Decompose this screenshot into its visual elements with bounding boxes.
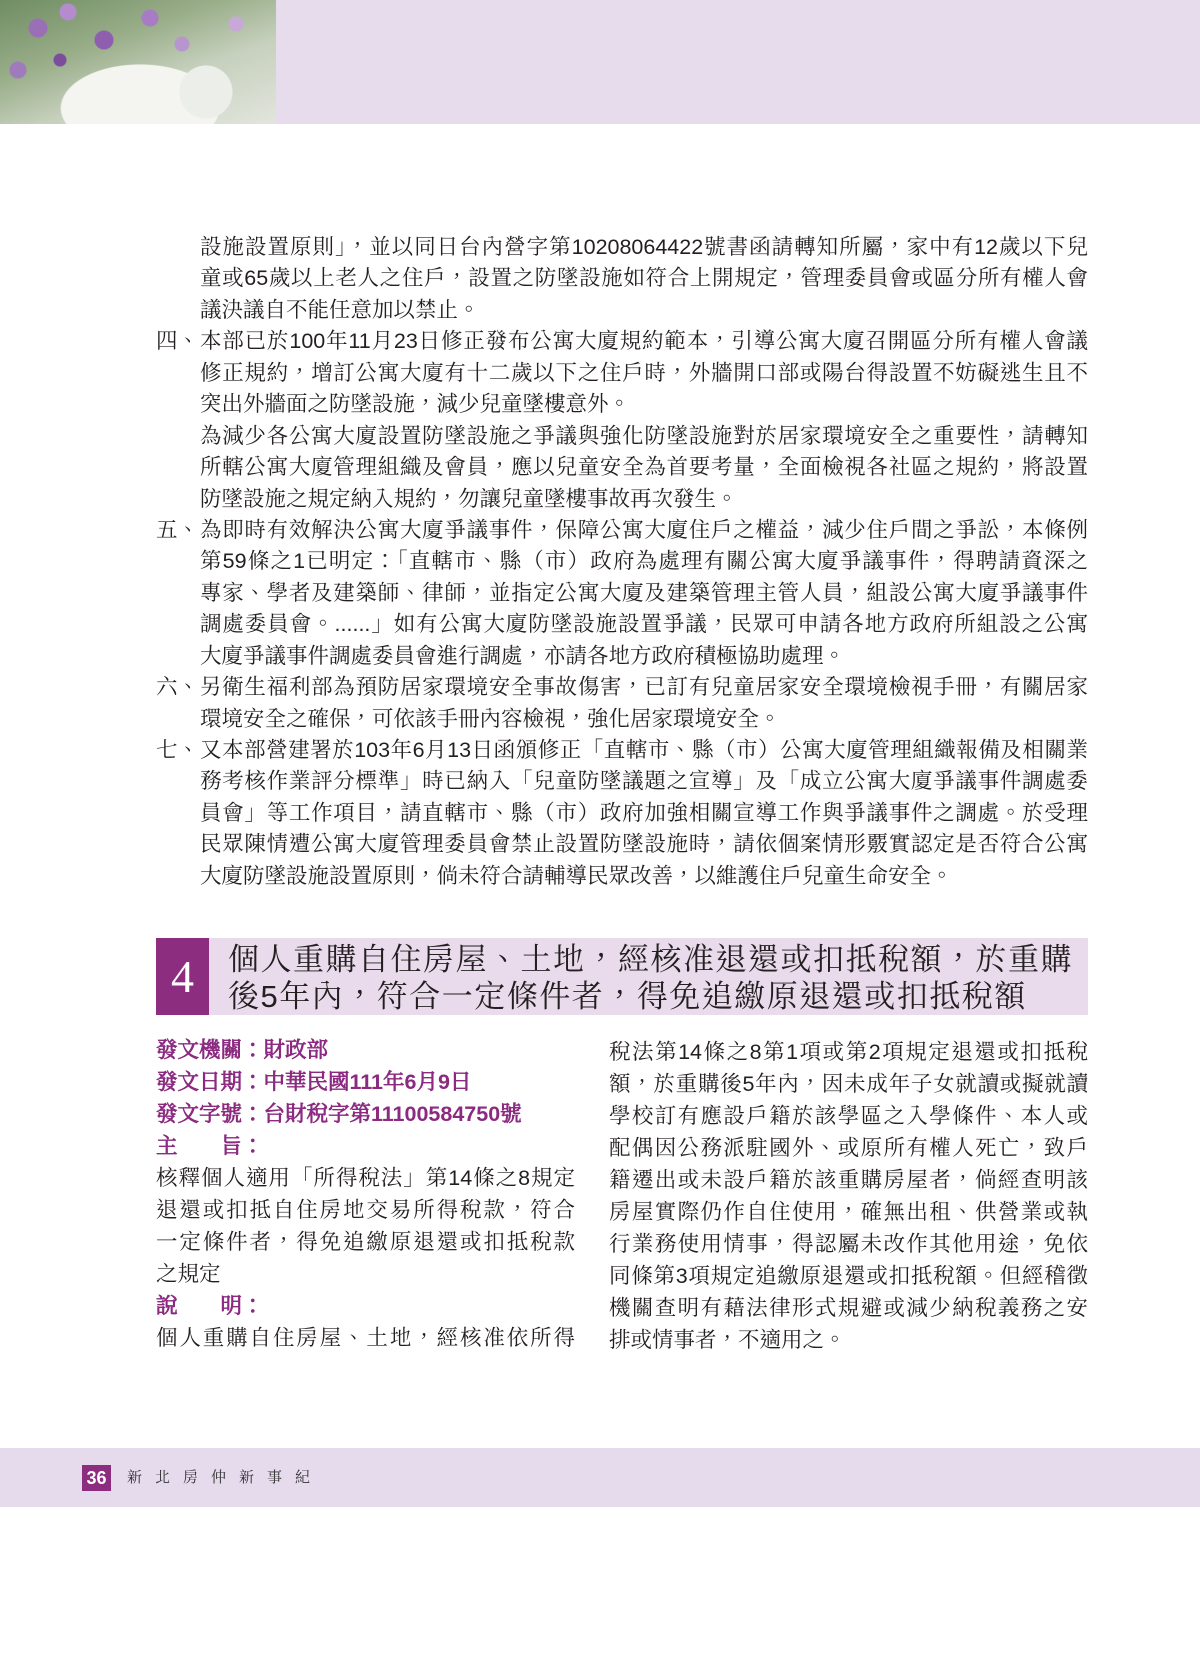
text-line: 突出外牆面之防墜設施，減少兒童墜樓意外。: [200, 392, 631, 417]
section-title-line: 個人重購自住房屋、土地，經核准退還或扣抵稅額，於重購: [228, 942, 1073, 977]
text-line: 大廈爭議事件調處委員會進行調處，亦請各地方政府積極協助處理。: [200, 643, 846, 668]
text-line: 民眾陳情遭公寓大廈管理委員會禁止設置防墜設施時，請依個案情形覈實認定是否符合公寓: [200, 832, 1088, 857]
text-line: 調處委員會。......」如有公寓大廈防墜設施設置爭議，民眾可申請各地方政府所組設之公寓: [200, 612, 1088, 637]
document-number-value: 台財稅字第11100584750號: [263, 1102, 522, 1126]
list-item-first-line: [156, 672, 1088, 703]
subject-line: 核釋個人適用「所得稅法」第14條之8規定: [156, 1166, 575, 1190]
subject-label: 主 旨：: [156, 1134, 264, 1158]
text-line: 童或65歲以上老人之住戶，設置之防墜設施如符合上開規定，管理委員會或區分所有權人會: [200, 266, 1088, 291]
issuing-agency-label: 發文機關：: [156, 1038, 264, 1062]
text-line: 大廈防墜設施設置原則，倘未符合請輔導民眾改善，以維護住戶兒童生命安全。: [200, 863, 953, 888]
explanation-line: 同條第3項規定追繳原退還或扣抵稅額。但經稽徵: [609, 1264, 1088, 1288]
text-line: 本部已於100年11月23日修正發布公寓大廈規約範本，引導公寓大廈召開區分所有權人會議: [200, 329, 1088, 354]
magazine-title: 新北房仲新事紀: [127, 1469, 324, 1486]
explanation-line: 學校訂有應設戶籍於該學區之入學條件、本人或: [609, 1104, 1088, 1128]
section-left-column: [156, 1034, 575, 1354]
explanation-line: 機關查明有藉法律形式規避或減少納稅義務之安: [609, 1296, 1088, 1320]
text-line: 環境安全之確保，可依該手冊內容檢視，強化居家環境安全。: [200, 706, 781, 731]
explanation-line: 籍遷出或未設戶籍於該重購房屋者，倘經查明該: [609, 1168, 1088, 1192]
text-line: 議決議自不能任意加以禁止。: [200, 297, 480, 322]
section-title: [228, 941, 1088, 1015]
text-line: 員會」等工作項目，請直轄市、縣（市）政府加強相關宣導工作與爭議事件之調處。於受理: [200, 800, 1088, 825]
list-item-first-line: [156, 326, 1088, 357]
flowers-watering-can-photo: [0, 0, 276, 124]
text-line: 修正規約，增訂公寓大廈有十二歲以下之住戶時，外牆開口部或陽台得設置不妨礙逃生且不: [200, 360, 1088, 385]
explanation-line: 房屋實際仍作自住使用，確無出租、供營業或執: [609, 1200, 1088, 1224]
explanation-line: 配偶因公務派駐國外、或原所有權人死亡，致戶: [609, 1136, 1088, 1160]
explanation-line: 稅法第14條之8第1項或第2項規定退還或扣抵稅: [609, 1040, 1088, 1064]
list-item-first-line: [156, 515, 1088, 546]
issuing-agency: [156, 1034, 575, 1066]
text-line: 又本部營建署於103年6月13日函頒修正「直轄市、縣（市）公寓大廈管理組織報備及相關業: [200, 738, 1088, 762]
explanation-line: 額，於重購後5年內，因未成年子女就讀或擬就讀: [609, 1072, 1088, 1096]
text-line: 專家、學者及建築師、律師，並指定公寓大廈及建築管理主管人員，組設公寓大廈爭議事件: [200, 580, 1088, 605]
section-number-badge: 4: [156, 938, 209, 1015]
subject-line: 一定條件者，得免追繳原退還或扣抵稅款: [156, 1230, 575, 1254]
document-number-label: 發文字號：: [156, 1102, 264, 1126]
list-item-number: 五、: [156, 517, 200, 542]
text-line: 另衛生福利部為預防居家環境安全事故傷害，已訂有兒童居家安全環境檢視手冊，有關居家: [200, 675, 1088, 700]
text-line: 為即時有效解決公寓大廈爭議事件，保障公寓大廈住戶之權益，減少住戶間之爭訟，本條例: [200, 517, 1088, 542]
text-line: 為減少各公寓大廈設置防墜設施之爭議與強化防墜設施對於居家環境安全之重要性，請轉知: [200, 423, 1088, 448]
list-item-number: 六、: [156, 675, 200, 700]
explanation-label: 說 明：: [156, 1294, 264, 1318]
issue-date-label: 發文日期：: [156, 1070, 264, 1094]
text-line: 所轄公寓大廈管理組織及會員，應以兒童安全為首要考量，全面檢視各社區之規約，將設置: [200, 455, 1088, 480]
text-line: 防墜設施之規定納入規約，勿讓兒童墜樓事故再次發生。: [200, 486, 738, 511]
list-item-number: 四、: [156, 329, 200, 354]
text-line: 設施設置原則」，並以同日台內營字第10208064422號書函請轉知所屬，家中有12歲以下兒: [200, 235, 1088, 259]
list-item-first-line: [156, 735, 1088, 766]
explanation-line: 行業務使用情事，得認屬未改作其他用途，免依: [609, 1232, 1088, 1256]
subject-line: 之規定: [156, 1262, 221, 1286]
subject-line: 退還或扣抵自住房地交易所得稅款，符合: [156, 1198, 575, 1222]
page-number: 36: [82, 1465, 111, 1491]
list-item-number: 七、: [156, 738, 200, 762]
explanation-line: 排或情事者，不適用之。: [609, 1328, 846, 1352]
article-body: [0, 232, 1200, 892]
explanation-line: 個人重購自住房屋、土地，經核准依所得: [156, 1326, 575, 1350]
document-number: [156, 1098, 575, 1130]
issue-date-value: 中華民國111年6月9日: [263, 1070, 472, 1094]
section-title-line: 後5年內，符合一定條件者，得免追繳原退還或扣抵稅額: [228, 979, 1027, 1014]
issue-date: [156, 1066, 575, 1098]
text-line: 第59條之1已明定：「直轄市、縣（市）政府為處理有關公寓大廈爭議事件，得聘請資深之: [200, 549, 1088, 574]
section-right-column: [609, 1036, 1088, 1356]
issuing-agency-value: 財政部: [263, 1038, 329, 1062]
text-line: 務考核作業評分標準」時已納入「兒童防墜議題之宣導」及「成立公寓大廈爭議事件調處委: [200, 769, 1088, 794]
